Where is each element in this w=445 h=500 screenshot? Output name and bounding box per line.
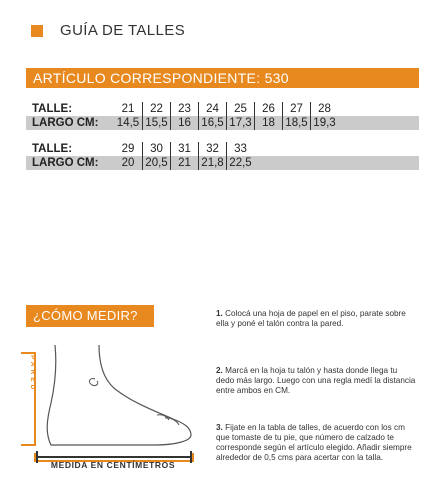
size-cell: 25 xyxy=(226,102,254,116)
length-cell: 22,5 xyxy=(226,156,254,170)
size-cell: 28 xyxy=(310,102,338,116)
length-cell: 16 xyxy=(170,116,198,130)
length-cell: 20 xyxy=(121,157,135,169)
step-number: 1. xyxy=(216,309,223,318)
size-cell: 33 xyxy=(226,142,254,156)
size-cell: 23 xyxy=(170,102,198,116)
size-table-2 xyxy=(26,142,419,170)
size-cell: 26 xyxy=(254,102,282,116)
length-cell: 21,8 xyxy=(198,156,226,170)
length-row xyxy=(26,116,419,130)
size-cell: 22 xyxy=(142,102,170,116)
length-row-label: LARGO CM: xyxy=(32,157,99,169)
size-cell: 27 xyxy=(282,102,310,116)
length-cell: 14,5 xyxy=(116,117,140,129)
length-cell: 19,3 xyxy=(310,116,338,130)
size-cell: 30 xyxy=(142,142,170,156)
size-row-label: TALLE: xyxy=(32,143,73,155)
size-row xyxy=(26,142,419,156)
length-cell: 17,3 xyxy=(226,116,254,130)
size-cell: 31 xyxy=(170,142,198,156)
length-cell: 16,5 xyxy=(198,116,226,130)
length-cell: 15,5 xyxy=(142,116,170,130)
step-text: Marcá en la hoja tu talón y hasta donde llega tu dedo más largo. Luego con una regla medí la distancia entre ambos en CM. xyxy=(216,366,416,395)
page-title: GUÍA DE TALLES xyxy=(60,22,186,39)
how-to-measure-title: ¿CÓMO MEDIR? xyxy=(33,308,138,323)
size-cell: 32 xyxy=(198,142,226,156)
length-cell: 18 xyxy=(254,116,282,130)
wall-label: PARED xyxy=(29,355,36,393)
length-row-label: LARGO CM: xyxy=(32,117,99,129)
step-number: 3. xyxy=(216,423,223,432)
length-cell: 21 xyxy=(170,156,198,170)
step-1 xyxy=(216,309,416,329)
step-text: Fijate en la tabla de talles, de acuerdo con los cm que tomaste de tu pie, que número de calzado te corresponde según el artículo elegido. Añadir siempre alrededor de 0,5 cms para acertar con la talla. xyxy=(216,423,412,462)
article-bar-text: ARTÍCULO CORRESPONDIENTE: 530 xyxy=(33,70,289,86)
size-row xyxy=(26,102,419,116)
step-2 xyxy=(216,366,416,396)
length-cell: 18,5 xyxy=(282,116,310,130)
size-cell: 29 xyxy=(121,143,135,155)
step-number: 2. xyxy=(216,366,223,375)
step-text: Colocá una hoja de papel en el piso, parate sobre ella y poné el talón contra la pared. xyxy=(216,309,406,328)
size-cell: 21 xyxy=(121,103,135,115)
measure-label: MEDIDA EN CENTÍMETROS xyxy=(50,460,176,470)
length-cell: 20,5 xyxy=(142,156,170,170)
size-row-label: TALLE: xyxy=(32,103,73,115)
length-row xyxy=(26,156,419,170)
size-cell: 24 xyxy=(198,102,226,116)
header-square-icon xyxy=(31,25,43,37)
step-3 xyxy=(216,423,416,463)
size-table-1 xyxy=(26,102,419,130)
